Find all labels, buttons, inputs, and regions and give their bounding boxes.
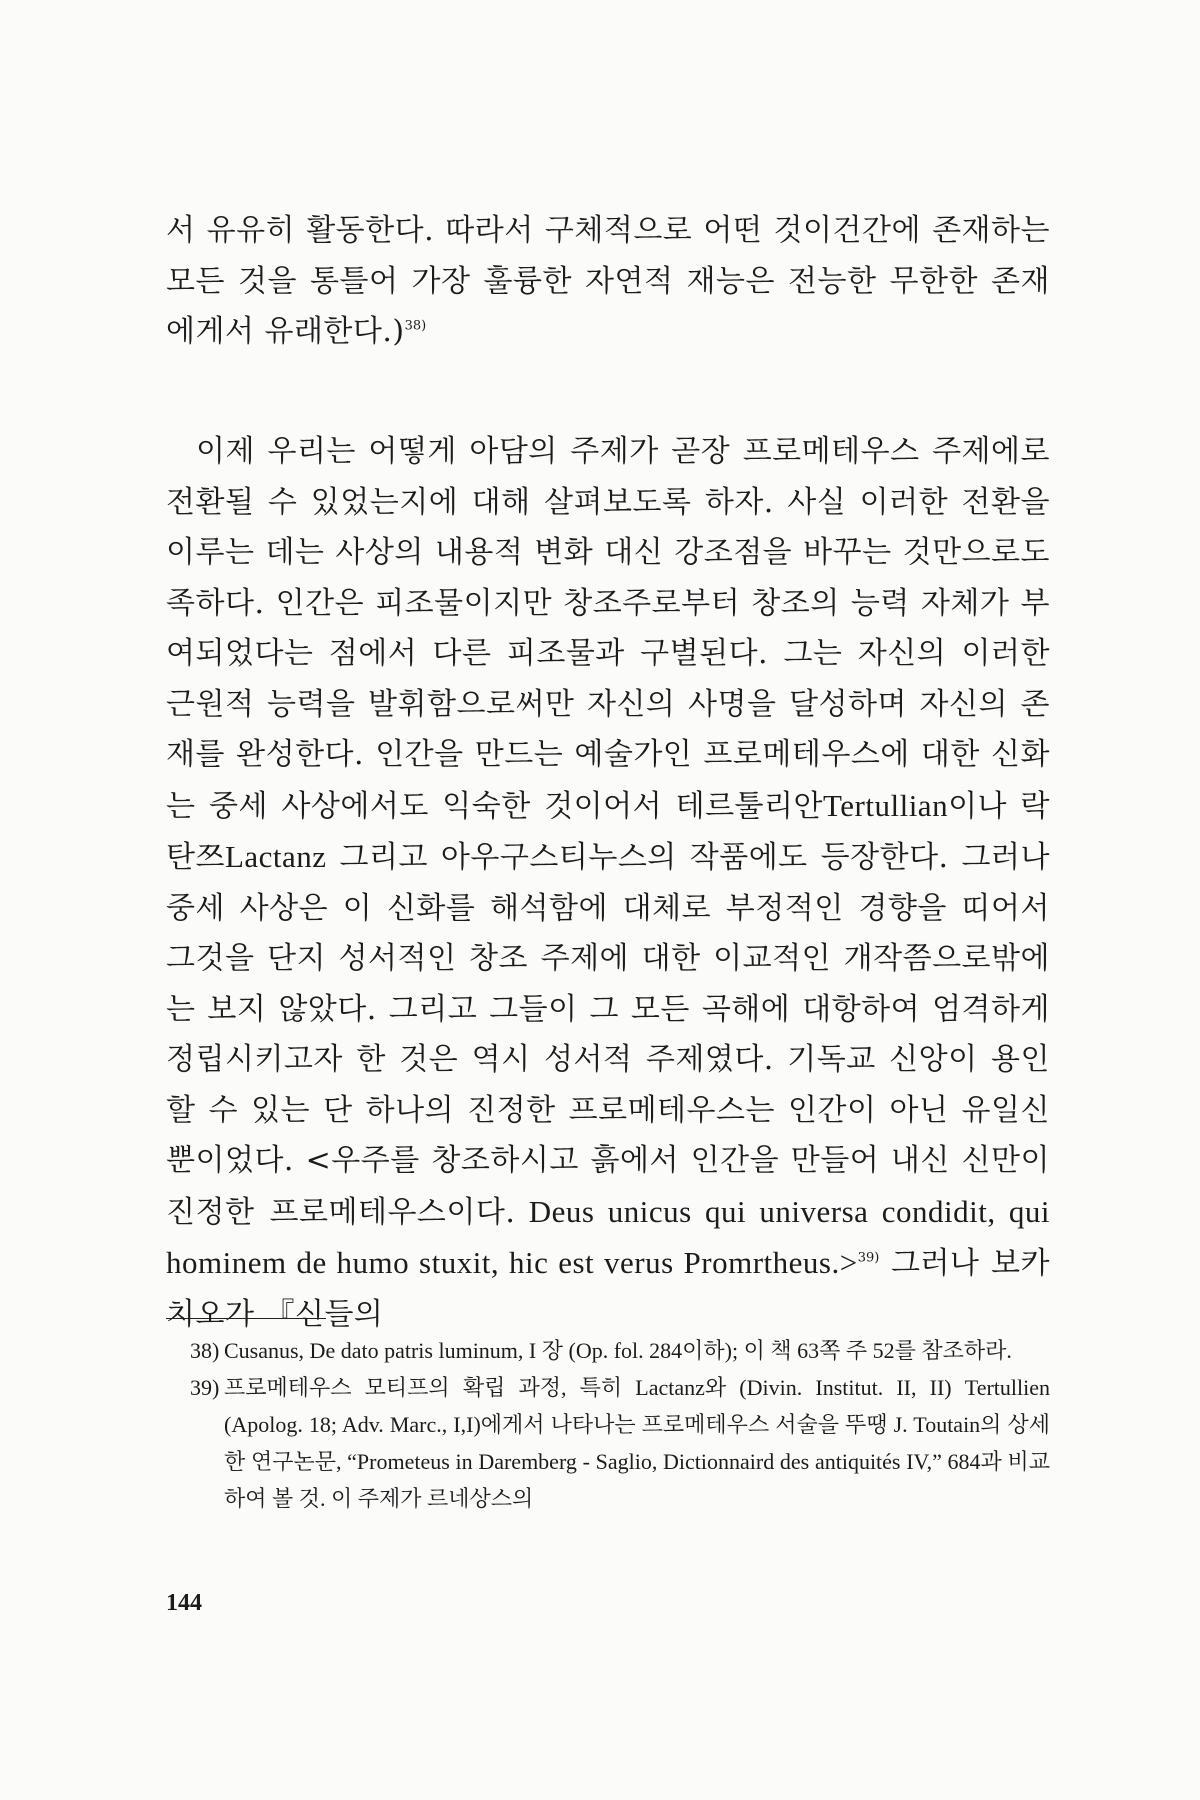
footnote-38: [190, 1332, 1050, 1369]
paragraph-1: [166, 206, 1050, 358]
paragraph-2: [166, 427, 1050, 1340]
footnote-ref-39: 39): [857, 1250, 880, 1266]
paragraph-2-text-a: 이제 우리는 어떻게 아담의 주제가 곧장 프로메테우스 주제에로 전환될 수 있었는지에 대해 살펴보도록 하자. 사실 이러한 전환을 이루는 데는 사상의 내용적 변화 대신 강조점을 바꾸는 것만으로도 족하다. 인간은 피조물이지만 창조주로부터 창조의 능력 자체가 부여되었다는 점에서 다른 피조물과 구별된다. 그는 자신의 이러한 근원적 능력을 발휘함으로써만 자신의 사명을 달성하며 자신의 존재를 완성한다. 인간을 만드는 예술가인 프로메테우스에 대한 신화는 중세 사상에서도 익숙한 것이어서 테르툴리안: [166, 434, 1050, 824]
page-number: 144: [166, 1590, 202, 1616]
footnotes: [190, 1332, 1050, 1517]
tertullian-name: Tertullian: [823, 787, 949, 823]
footnote-ref-38: 38): [404, 318, 427, 334]
footnote-text: Cusanus, De dato patris luminum, I 장 (Op. fol. 284이하); 이 책 63쪽 주 52를 참조하라.: [224, 1338, 1012, 1363]
footnote-39: [190, 1369, 1050, 1517]
paragraph-2-text-d: 그러나 보카치오가 『신들의: [166, 1246, 1050, 1332]
footnote-divider: [166, 1318, 326, 1319]
latin-quote: Deus unicus qui universa condidit, qui hominem de humo stuxit, hic est verus Promrtheus.>: [166, 1193, 1050, 1280]
paragraph-2-text-b: 이나 락탄쯔: [166, 788, 1050, 875]
paragraph-1-text: 서 유유히 활동한다. 따라서 구체적으로 어떤 것이건간에 존재하는 모든 것을 통틀어 가장 훌륭한 자연적 재능은 전능한 무한한 존재에게서 유래한다.): [166, 213, 1050, 349]
footnote-text: 프로메테우스 모티프의 확립 과정, 특히 Lactanz와 (Divin. Institut. II, II) Tertullien (Apolog. 18; Adv. Marc., I,I)에게서 나타나는 프로메테우스 서술을 뚜땡 J. Toutain의 상세한 연구논문, “Prometeus in Daremberg - Saglio, Dictionnaird des antiquités IV,” 684과 비교하여 볼 것. 이 주제가 르네상스의: [224, 1375, 1050, 1511]
footnote-number: 39): [190, 1375, 220, 1400]
footnote-number: 38): [190, 1338, 220, 1363]
lactanz-name: Lactanz: [224, 839, 327, 874]
paragraph-2-text-c: 그리고 아우구스티누스의 작품에도 등장한다. 그러나 중세 사상은 이 신화를 해석함에 대체로 부정적인 경향을 띠어서 그것을 단지 성서적인 창조 주제에 대한 이교적인 개작쯤으로밖에는 보지 않았다. 그리고 그들이 그 모든 곡해에 대항하여 엄격하게 정립시키고자 한 것은 역시 성서적 주제였다. 기독교 신앙이 용인할 수 있는 단 하나의 진정한 프로메테우스는 인간이 아닌 유일신뿐이었다. <우주를 창조하시고 흙에서 인간을 만들어 내신 신만이 진정한 프로메테우스이다.: [166, 840, 1050, 1230]
